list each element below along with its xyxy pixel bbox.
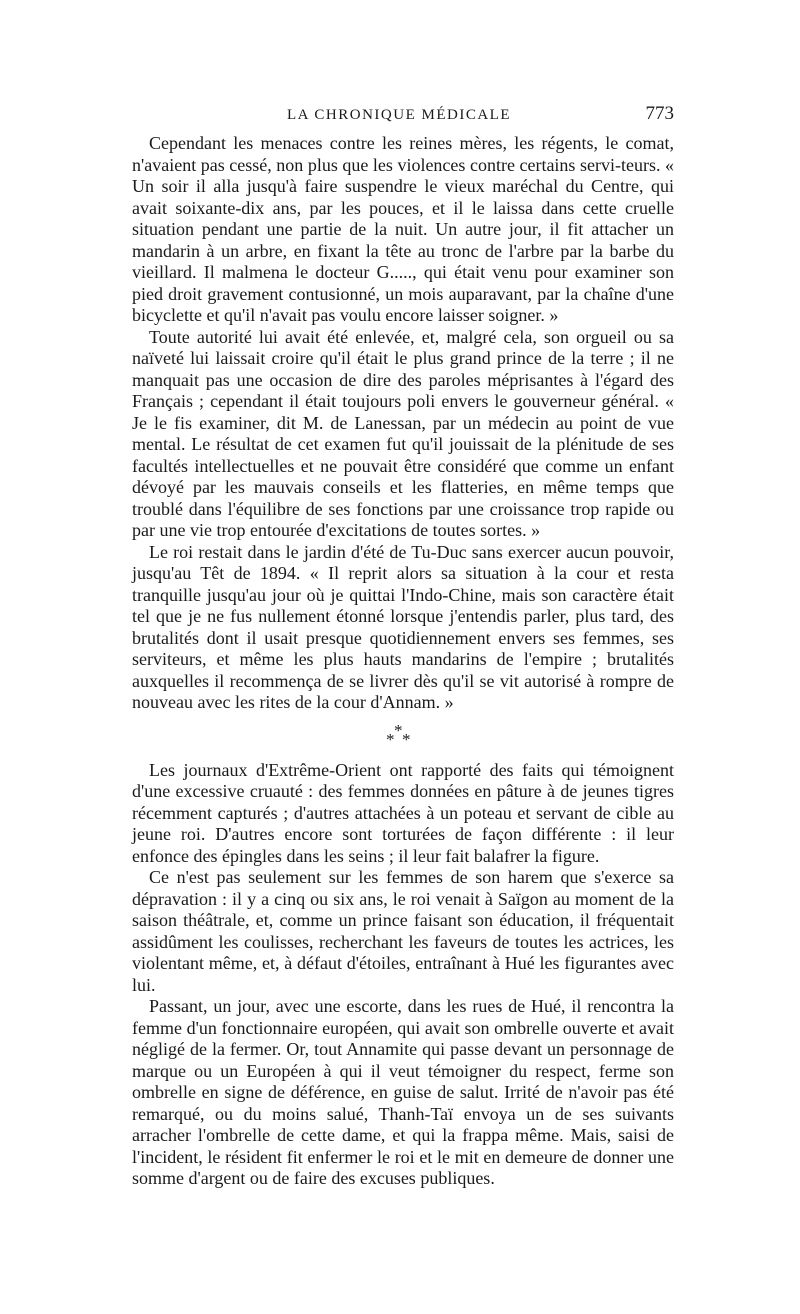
asterism-icon bbox=[380, 722, 420, 752]
paragraph: Passant, un jour, avec une escorte, dans les rues de Hué, il rencontra la femme d'un fonctionnaire européen, qui avait son ombrelle ouverte et avait négligé de la fermer. Or, tout Annamite qui passe devant un personnage de marque ou un Européen à qui il veut témoigner du respect, ferme son ombrelle en signe de déférence, en guise de salut. Irrité de n'avoir pas été remarqué, ou du moins salué, Thanh-Taï envoya un de ses suivants arracher l'ombrelle de cette dame, et qui la frappa même. Mais, saisi de l'incident, le résident fit enfermer le roi et le mit en demeure de donner une somme d'argent ou de faire des excuses publiques. bbox=[132, 996, 674, 1188]
asterisk-left: * bbox=[386, 729, 395, 749]
running-head bbox=[132, 103, 674, 129]
body-text bbox=[132, 133, 674, 1190]
asterisk-top: * bbox=[394, 720, 403, 740]
paragraph: Ce n'est pas seulement sur les femmes de son harem que s'exerce sa dépravation : il y a cinq ou six ans, le roi venait à Saïgon au moment de la saison théâtrale, et, comme un prince faisant son éducation, il fréquentait assidûment les coulisses, recherchant les faveurs de toutes les actrices, les violentant même, et, à défaut d'étoiles, entraînant à Hué les figurantes avec lui. bbox=[132, 867, 674, 995]
asterisk-right: * bbox=[402, 729, 411, 749]
paragraph: Le roi restait dans le jardin d'été de Tu-Duc sans exercer aucun pouvoir, jusqu'au Têt de 1894. « Il reprit alors sa situation à la cour et resta tranquille jusqu'au jour où je quittai l'Indo-Chine, mais son caractère était tel que je ne fus nullement étonné lorsque j'entendis parler, plus tard, des brutalités dont il usait presque quotidiennement envers ses femmes, ses serviteurs, et même les plus hauts mandarins de l'empire ; brutalités auxquelles il recommença de se livrer dès qu'il se vit autorisé à rompre de nouveau avec les rites de la cour d'Annam. » bbox=[132, 541, 674, 712]
page-number: 773 bbox=[645, 103, 674, 124]
paragraph: Les journaux d'Extrême-Orient ont rapporté des faits qui témoignent d'une excessive cruauté : des femmes données en pâture à de jeunes tigres récemment capturés ; d'autres attachées à un poteau et servant de cible au jeune roi. D'autres encore sont torturées de façon différente : il leur enfonce des épingles dans les seins ; il leur fait balafrer la figure. bbox=[132, 759, 674, 866]
section-separator bbox=[132, 714, 674, 760]
paragraph: Cependant les menaces contre les reines mères, les régents, le comat, n'avaient pas cessé, non plus que les violences contre certains servi-teurs. « Un soir il alla jusqu'à faire suspendre le vieux maréchal du Centre, qui avait soixante-dix ans, par les pouces, et il le laissa dans cette cruelle situation pendant une partie de la nuit. Un autre jour, il fit attacher un mandarin à un arbre, en fixant la tête au tronc de l'arbre par la barbe du vieillard. Il malmena le docteur G....., qui était venu pour examiner son pied droit gravement contusionné, un mois auparavant, par la chaîne d'une bicyclette et qu'il n'avait pas voulu encore laisser soigner. » bbox=[132, 133, 674, 325]
paragraph: Toute autorité lui avait été enlevée, et, malgré cela, son orgueil ou sa naïveté lui laissait croire qu'il était le plus grand prince de la terre ; il ne manquait pas une occasion de dire des paroles méprisantes à l'égard des Français ; cependant il était toujours poli envers le gouverneur général. « Je le fis examiner, dit M. de Lanessan, par un médecin au point de vue mental. Le résultat de cet examen fut qu'il jouissait de la plénitude de ses facultés intellectuelles et ne pouvait être considéré que comme un enfant dévoyé par les mauvais conseils et les flatteries, en même temps que troublé dans l'équilibre de ses fonctions par une croissance trop rapide ou par une vie trop entourée d'excitations de toutes sortes. » bbox=[132, 326, 674, 540]
running-title: LA CHRONIQUE MÉDICALE bbox=[287, 107, 511, 123]
